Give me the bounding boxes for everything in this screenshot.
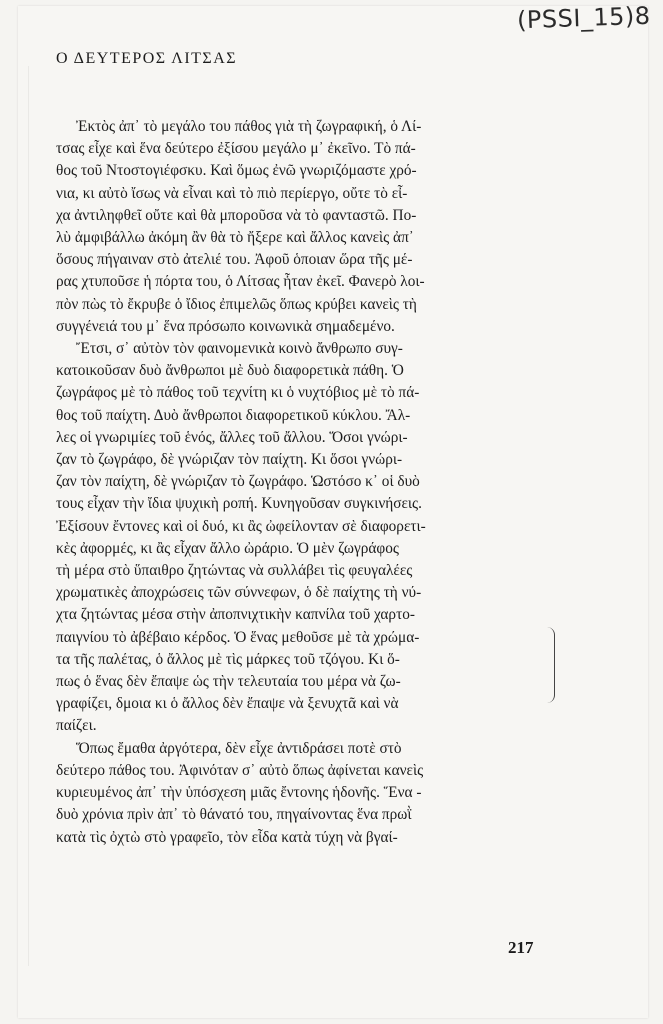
body-text (56, 116, 544, 849)
text-line: λες οἱ γνωριμίες τοῦ ἑνός, ἄλλες τοῦ ἄλλου. Ὅσοι γνώρι- (56, 428, 408, 446)
text-line: ζαν τὸ ζωγράφο, δὲ γνώριζαν τὸν παίχτη. Κι ὅσοι γνώρι- (56, 451, 403, 469)
text-line: λὺ ἀμφιβάλλω ἀκόμη ἂν θὰ τὸ ἤξερε καὶ ἄλλος κανεὶς ἀπ᾽ (56, 229, 414, 247)
text-line: Ἐξίσουν ἔντονες καὶ οἱ δυό, κι ἂς ὠφείλονταν σὲ διαφορετι- (56, 517, 426, 535)
text-line: ζαν τὸν παίχτη, δὲ γνώριζαν τὸ ζωγράφο. Ὡστόσο κ᾽ οἱ δυὸ (56, 473, 420, 491)
text-line: νια, κι αὐτὸ ἴσως νὰ εἶναι καὶ τὸ πιὸ περίεργο, οὔτε τὸ εἶ- (56, 184, 408, 202)
text-line: Ἐκτὸς ἀπ᾽ τὸ μεγάλο του πάθος γιὰ τὴ ζωγραφική, ὁ Λί- (76, 118, 422, 135)
text-line: κατὰ τὶς ὀχτὼ στὸ γραφεῖο, τὸν εἶδα κατὰ τύχη νὰ βγαί- (56, 828, 398, 846)
text-line: συγγένειά του μ᾽ ἕνα πρόσωπο κοινωνικὰ σημαδεμένο. (56, 317, 395, 335)
handwritten-annotation: (PSSI_15)8 (516, 1, 652, 35)
text-line: χτα ζητώντας μέσα στὴν ἀποπνιχτικὴν καπνίλα τοῦ χαρτο- (56, 606, 415, 624)
text-line: κὲς ἀφορμές, κι ἂς εἶχαν ἄλλο ὠράριο. Ὁ μὲν ζωγράφος (56, 539, 399, 557)
text-line: δυὸ χρόνια πρὶν ἀπ᾽ τὸ θάνατό του, πηγαίνοντας ἕνα πρωῒ (56, 806, 412, 824)
text-line: τους εἶχαν τὴν ἴδια ψυχικὴ ροπή. Κυνηγοῦσαν συγκινήσεις. (56, 495, 422, 513)
pencil-bracket-mark (544, 627, 555, 703)
text-line: τὴ μέρα στὸ ὕπαιθρο ζητώντας νὰ συλλάβει τὶς φευγαλέες (56, 562, 413, 580)
text-line: κυριευμένος ἀπ᾽ τὴν ὑπόσχεση μιᾶς ἔντονης ἡδονῆς. Ἕνα - (56, 784, 422, 802)
text-line: δεύτερο πάθος του. Ἀφινόταν σ᾽ αὐτὸ ὅπως ἀφίνεται κανεὶς (56, 761, 424, 779)
page-number: 217 (508, 938, 534, 957)
paper-shadow-line (28, 66, 29, 966)
text-line: ζωγράφος μὲ τὸ πάθος τοῦ τεχνίτη κι ὁ νυχτόβιος μὲ τὸ πά- (56, 384, 420, 402)
text-line: Ἔτσι, σ᾽ αὐτὸν τὸν φαινομενικὰ κοινὸ ἄνθρωπο συγ- (76, 340, 403, 358)
text-line: κατοικοῦσαν δυὸ ἄνθρωποι μὲ δυὸ διαφορετικὰ πάθη. Ὁ (56, 362, 404, 380)
text-line: ὅσους πήγαιναν στὸ ἀτελιέ του. Ἀφοῦ ὁποιαν ὥρα τῆς μέ- (56, 251, 413, 269)
text-line: γραφίζει, δμοια κι ὁ ἄλλος δὲν ἔπαψε νὰ ξενυχτᾶ καὶ νὰ (56, 695, 399, 713)
text-line: πως ὁ ἕνας δὲν ἔπαψε ὡς τὴν τελευταία του μέρα νὰ ζω- (56, 673, 401, 691)
text-line: χα ἀντιληφθεῖ οὔτε καὶ θὰ μποροῦσα νὰ τὸ φανταστῶ. Πο- (56, 206, 417, 224)
text-line: θος τοῦ παίχτη. Δυὸ ἄνθρωποι διαφορετικοῦ κύκλου. Ἄλ- (56, 406, 411, 424)
text-line: παιγνίου τὸ ἀβέβαιο κέρδος. Ὁ ἕνας μεθοῦσε μὲ τὰ χρώμα- (56, 628, 420, 646)
text-line: χρωματικὲς ἀποχρώσεις τῶν σύννεφων, ὁ δὲ παίχτης τὴ νύ- (56, 584, 422, 602)
text-line: τσας εἶχε καὶ ἕνα δεύτερο ἐξίσου μεγάλο μ᾽ ἐκεῖνο. Τὸ πά- (56, 140, 416, 158)
text-line: πὸν πὼς τὸ ἔκρυβε ὁ ἴδιος ἐπιμελῶς ὅπως κρύβει κανεὶς τὴ (56, 295, 417, 313)
page-title: Ο ΔΕΥΤΕΡΟΣ ΛΙΤΣΑΣ (56, 50, 238, 67)
text-line: τα τῆς παλέτας, ὁ ἄλλος μὲ τὶς μάρκες τοῦ τζόγου. Κι ὅ- (56, 650, 400, 668)
text-line: Ὅπως ἔμαθα ἀργότερα, δὲν εἶχε ἀντιδράσει ποτὲ στὸ (76, 739, 402, 757)
text-line: παίζει. (56, 717, 97, 735)
text-line: θος τοῦ Ντοστογιέφσκυ. Καὶ ὅμως ἐνῶ γνωριζόμαστε χρό- (56, 162, 417, 180)
text-line: ρας χτυποῦσε ἡ πόρτα του, ὁ Λίτσας ἦταν ἐκεῖ. Φανερὸ λοι- (56, 273, 425, 291)
